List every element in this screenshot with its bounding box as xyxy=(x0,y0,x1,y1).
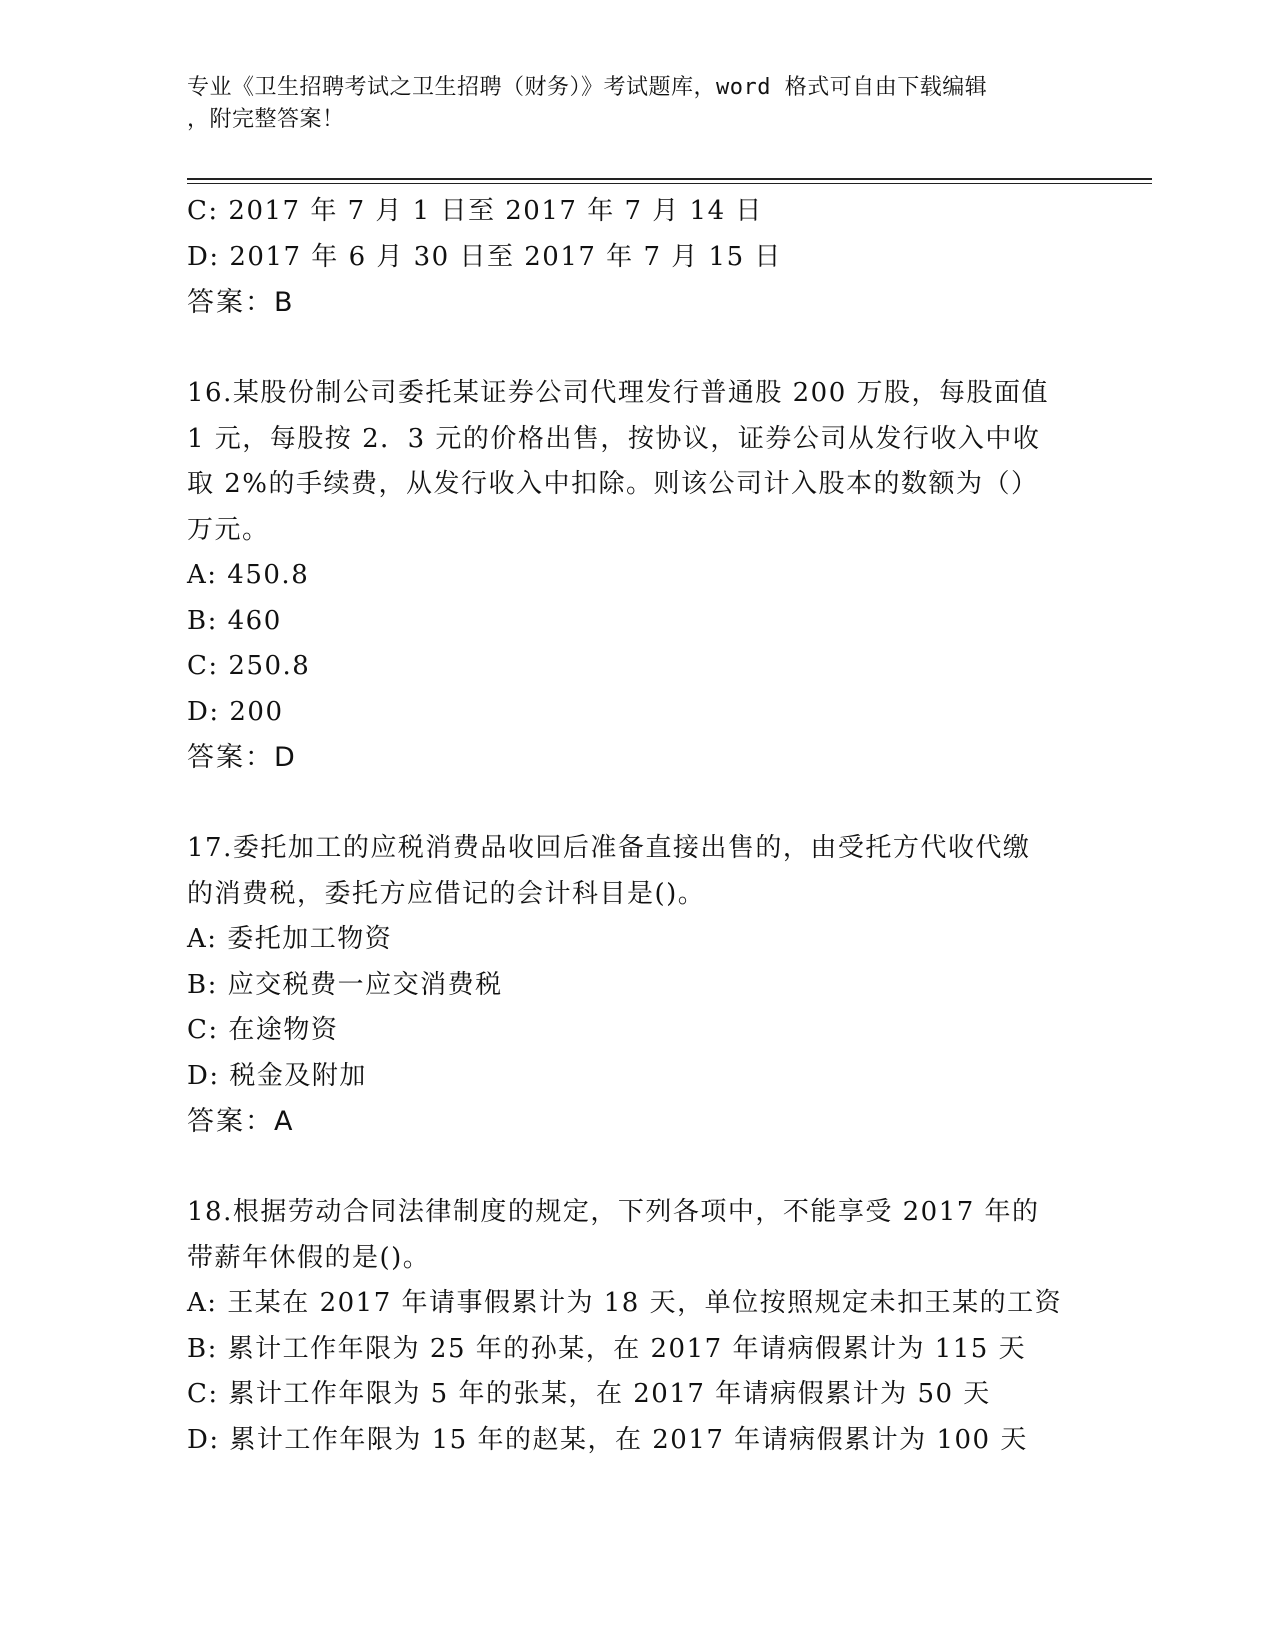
option-c: C: 在途物资 xyxy=(187,1015,339,1045)
answer-label: 答案：A xyxy=(187,1106,295,1137)
answer-label: 答案：B xyxy=(187,287,295,318)
option-c: C: 累计工作年限为 5 年的张某，在 2017 年请病假累计为 50 天 xyxy=(187,1379,991,1409)
question-stem-line: 取 2%的手续费，从发行收入中扣除。则该公司计入股本的数额为（） xyxy=(187,469,1039,499)
exam-content xyxy=(187,189,1087,1463)
option-d: D: 税金及附加 xyxy=(187,1060,367,1091)
header-line-2: ，附完整答案！ xyxy=(187,107,345,132)
option-d: D: 2017 年 6 月 30 日至 2017 年 7 月 15 日 xyxy=(187,241,782,272)
question-18 xyxy=(187,1190,1087,1463)
option-a: A: 450.8 xyxy=(187,560,310,590)
page-header xyxy=(187,72,1067,136)
option-c: C: 2017 年 7 月 1 日至 2017 年 7 月 14 日 xyxy=(187,196,763,226)
question-16 xyxy=(187,371,1087,781)
question-stem-line: 18.根据劳动合同法律制度的规定，下列各项中，不能享受 2017 年的 xyxy=(187,1197,1040,1227)
option-b: B: 应交税费一应交消费税 xyxy=(187,969,503,1000)
question-15-continued xyxy=(187,189,1087,326)
header-divider-thick xyxy=(187,178,1152,180)
question-stem-line: 17.委托加工的应税消费品收回后准备直接出售的，由受托方代收代缴 xyxy=(187,833,1031,863)
option-c: C: 250.8 xyxy=(187,651,311,681)
question-stem-line: 带薪年休假的是()。 xyxy=(187,1242,431,1273)
answer-label: 答案：D xyxy=(187,742,297,773)
question-stem-line: 1 元，每股按 2．3 元的价格出售，按协议，证券公司从发行收入中收 xyxy=(187,423,1041,454)
header-divider-thin xyxy=(187,183,1152,184)
option-b: B: 460 xyxy=(187,605,282,636)
header-line-1: 专业《卫生招聘考试之卫生招聘（财务）》考试题库，word 格式可自由下载编辑 xyxy=(187,75,988,100)
question-stem-line: 万元。 xyxy=(187,514,270,545)
option-a: A: 委托加工物资 xyxy=(187,924,393,954)
option-a: A: 王某在 2017 年请事假累计为 18 天，单位按照规定未扣王某的工资 xyxy=(187,1288,1063,1318)
option-d: D: 累计工作年限为 15 年的赵某，在 2017 年请病假累计为 100 天 xyxy=(187,1424,1028,1455)
option-b: B: 累计工作年限为 25 年的孙某，在 2017 年请病假累计为 115 天 xyxy=(187,1333,1027,1364)
question-17 xyxy=(187,826,1087,1145)
question-stem-line: 的消费税，委托方应借记的会计科目是()。 xyxy=(187,878,706,909)
question-stem-line: 16.某股份制公司委托某证券公司代理发行普通股 200 万股，每股面值 xyxy=(187,378,1050,408)
option-d: D: 200 xyxy=(187,696,284,727)
